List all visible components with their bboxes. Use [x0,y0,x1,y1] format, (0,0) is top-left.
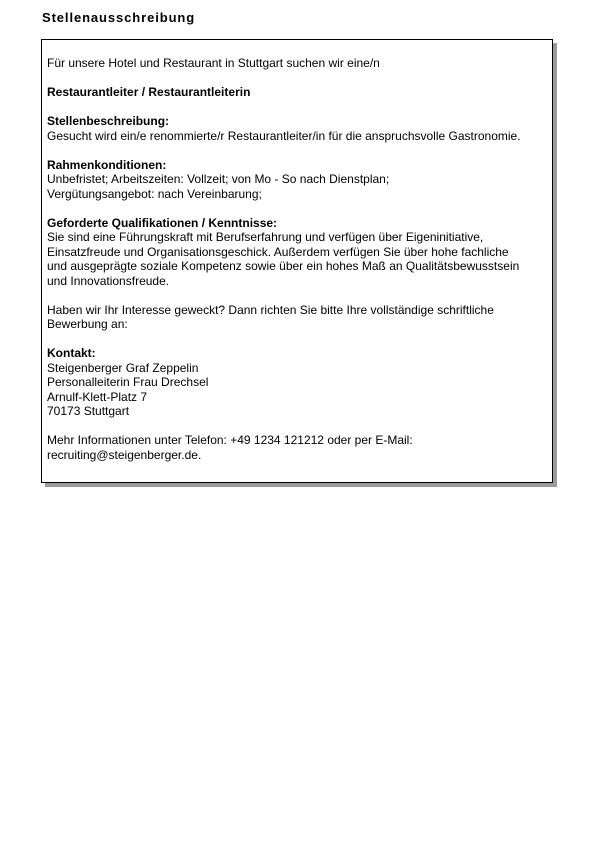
job-title: Restaurantleiter / Restaurantleiterin [47,85,251,99]
contact-section [47,346,552,419]
job-posting-box [41,39,553,483]
more-info-line: Mehr Informationen unter Telefon: +49 1234 121212 oder per E-Mail: [47,433,413,447]
interest-section [47,303,552,332]
qualifications-line: und Innovationsfreude. [47,273,170,288]
intro-text: Für unsere Hotel und Restaurant in Stuttgart suchen wir eine/n [47,56,380,70]
description-section [47,114,552,143]
qualifications-line: Einsatzfreude und Organisationsgeschick. Außerdem verfügen Sie über hohe fachliche [47,244,509,259]
interest-line: Bewerbung an: [47,317,128,331]
contact-company: Steigenberger Graf Zeppelin [47,360,199,375]
contact-label: Kontakt: [47,346,96,360]
email-address: recruiting@steigenberger.de. [47,447,202,462]
conditions-label: Rahmenkonditionen: [47,157,167,172]
more-info-section [47,433,552,462]
interest-line: Haben wir Ihr Interesse geweckt? Dann richten Sie bitte Ihre vollständige schriftliche [47,302,494,317]
qualifications-line: Sie sind eine Führungskraft mit Berufserfahrung und verfügen über Eigeninitiative, [47,230,484,244]
contact-street: Arnulf-Klett-Platz 7 [47,389,148,404]
contact-city: 70173 Stuttgart [47,404,130,418]
qualifications-section [47,216,552,289]
conditions-section [47,158,552,202]
qualifications-label: Geforderte Qualifikationen / Kenntnisse: [47,215,278,230]
description-text: Gesucht wird ein/e renommierte/r Restaurantleiter/in für die anspruchsvolle Gastronomie. [47,128,521,143]
description-label: Stellenbeschreibung: [47,114,170,128]
conditions-line: Vergütungsangebot: nach Vereinbarung; [47,186,262,201]
page-heading: Stellenausschreibung [42,10,196,25]
contact-person: Personalleiterin Frau Drechsel [47,375,209,389]
qualifications-line: und ausgeprägte soziale Kompetenz sowie über ein hohes Maß an Qualitätsbewusstsein [47,259,520,273]
conditions-line: Unbefristet; Arbeitszeiten: Vollzeit; von Mo - So nach Dienstplan; [47,172,390,186]
